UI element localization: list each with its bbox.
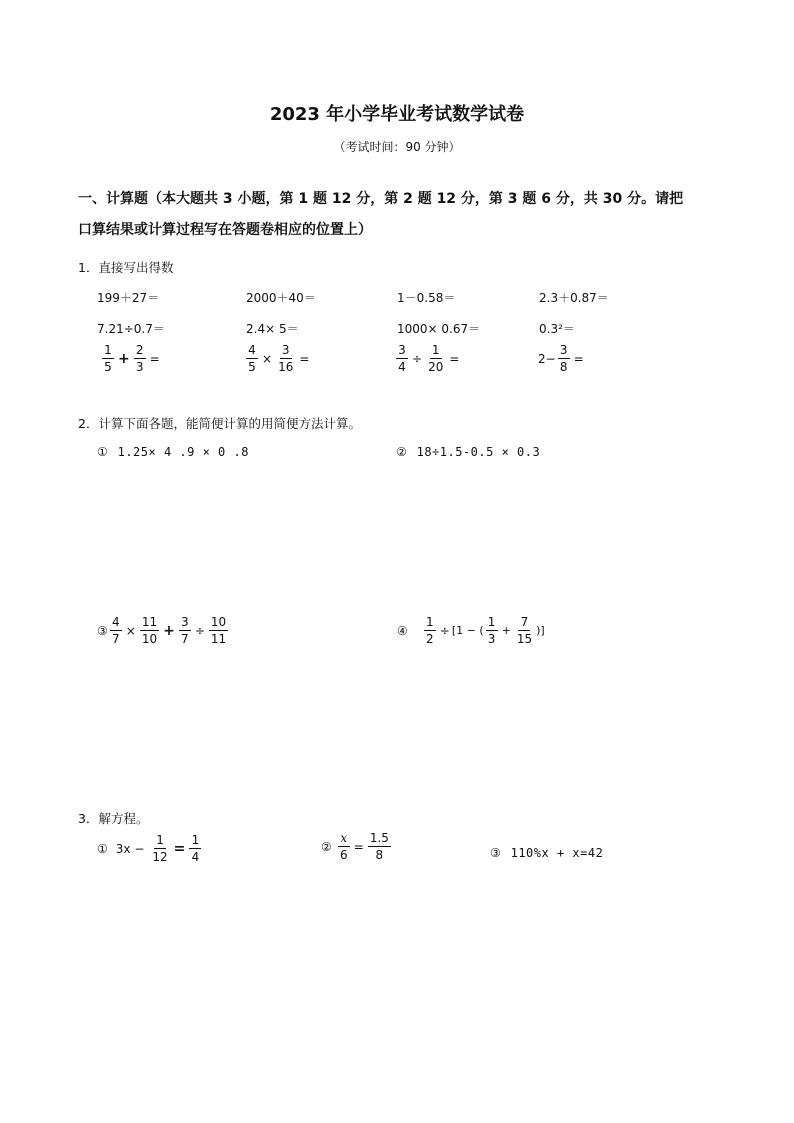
fraction: $\frac{4}{5}$: [246, 344, 258, 373]
q1-item: 2000＋40＝: [246, 291, 316, 305]
section-heading-line2: 口算结果或计算过程写在答题卷相应的位置上）: [78, 222, 372, 238]
q2-problem-1: ① 1.25× 4 .9 × 0 .8: [97, 445, 249, 459]
fraction: $\frac{1}{2}$: [424, 616, 436, 645]
question-3-title: 3．解方程。: [78, 811, 149, 826]
q3-equation-3: ③ 110%x + x=42: [490, 846, 604, 860]
fraction: $\frac{1.5}{8}$: [369, 831, 389, 862]
q1-item: 0.3²＝: [539, 322, 575, 336]
q1-fraction-item-d: 2− $\frac{3}{8}$ =: [538, 343, 584, 374]
fraction: $\frac{1}{4}$: [189, 834, 201, 863]
q1-item: 7.21÷0.7＝: [97, 322, 165, 336]
q2-problem-4: ④ $\frac{1}{2}$ ÷ [1 − ( $\frac{1}{3}$ + $\frac{7}{15}$ )]: [397, 615, 545, 646]
q1-item: 1000× 0.67＝: [397, 322, 481, 336]
fraction: $\frac{2}{3}$: [134, 344, 146, 373]
fraction: $\frac{4}{7}$: [110, 616, 122, 645]
fraction: $\frac{1}{3}$: [486, 616, 498, 645]
page-title: 2023 年小学毕业考试数学试卷: [269, 104, 525, 125]
fraction: $\frac{3}{7}$: [179, 616, 191, 645]
fraction: $\frac{11}{10}$: [141, 615, 158, 646]
fraction: $\frac{1}{20}$: [428, 343, 444, 374]
fraction: $\frac{1}{5}$: [102, 344, 114, 373]
q3-equation-1: ① 3x − $\frac{1}{12}$ = $\frac{1}{4}$: [97, 834, 203, 863]
fraction: $\frac{7}{15}$: [516, 615, 533, 646]
q1-fraction-item-c: $\frac{3}{4}$ ÷ $\frac{1}{20}$ =: [394, 344, 461, 373]
q3-equation-2: ② $\frac{x}{6}$ = $\frac{1.5}{8}$: [321, 831, 389, 862]
q1-fraction-item-a: $\frac{1}{5}$ + $\frac{2}{3}$ =: [100, 344, 162, 373]
q1-fraction-item-b: $\frac{4}{5}$ × $\frac{3}{16}$ =: [244, 344, 311, 373]
fraction: $\frac{3}{4}$: [396, 344, 408, 373]
exam-duration: （考试时间：90 分钟）: [333, 140, 461, 154]
fraction: $\frac{x}{6}$: [338, 832, 350, 861]
q1-item: 199＋27＝: [97, 291, 160, 305]
q1-item: 2.4× 5＝: [246, 322, 299, 336]
fraction: $\frac{3}{8}$: [558, 344, 570, 373]
question-2-title: 2．计算下面各题，能简便计算的用简便方法计算。: [78, 416, 361, 431]
fraction: $\frac{10}{11}$: [210, 615, 227, 646]
fraction: $\frac{1}{12}$: [152, 833, 168, 864]
question-1-title: 1．直接写出得数: [78, 260, 174, 275]
fraction: $\frac{3}{16}$: [278, 343, 294, 374]
q2-problem-2: ② 18÷1.5-0.5 × 0.3: [396, 445, 541, 459]
section-heading-line1: 一、计算题（本大题共 3 小题，第 1 题 12 分，第 2 题 12 分，第 3 题 6 分，共 30 分。请把: [78, 191, 684, 207]
q1-item: 2.3＋0.87＝: [539, 291, 609, 305]
q2-problem-3: ③ $\frac{4}{7}$ × $\frac{11}{10}$ + $\frac{3}{7}$ ÷ $\frac{10}{11}$: [97, 615, 227, 646]
q1-item: 1－0.58＝: [397, 291, 456, 305]
